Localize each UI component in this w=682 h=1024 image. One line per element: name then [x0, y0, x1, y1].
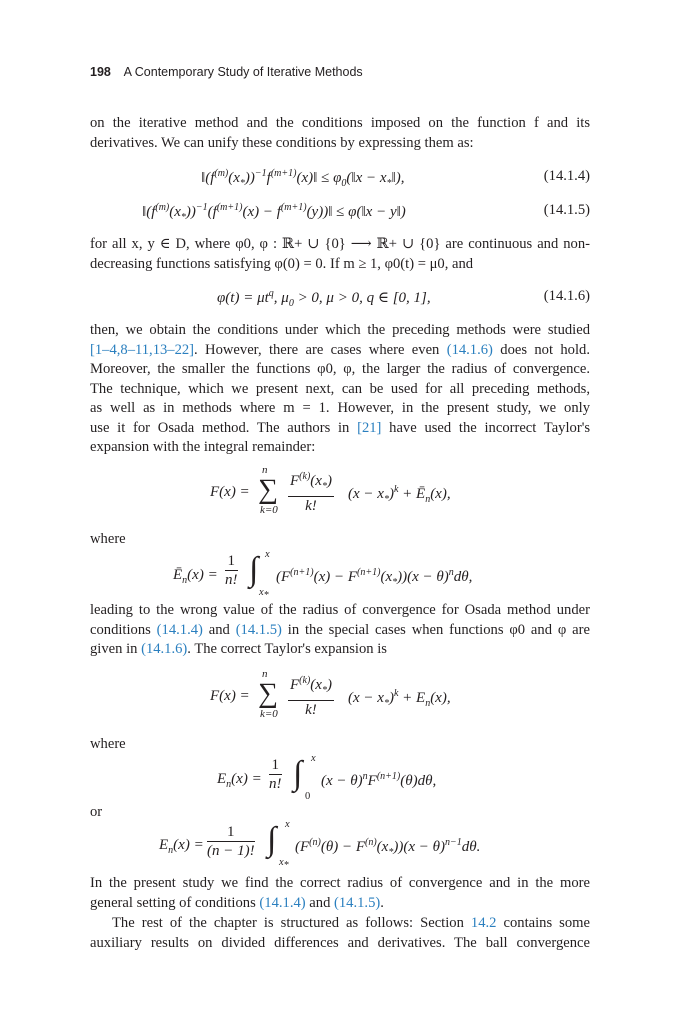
text-line: as well as in methods where m = 1. However, in the present study, we only [90, 400, 590, 416]
paragraph-intro [90, 114, 590, 153]
equation-link[interactable]: (14.1.4) [156, 621, 203, 638]
text-span: and [202, 621, 236, 638]
text-span: general setting of conditions [90, 894, 260, 911]
text-span: have used the incorrect Taylor's [381, 419, 590, 436]
text-line: decreasing functions satisfying φ(0) = 0. If m ≥ 1, φ0(t) = μ0, and [90, 255, 474, 272]
paragraph-present-study [90, 874, 590, 913]
equation-14-1-6: $\varphi(t) = \mu t^q$, $\mu_0 > 0$, μ > 0, q ∈ [0, 1], [217, 288, 431, 309]
where-label: where [90, 531, 126, 547]
text-span: contains some [496, 915, 590, 931]
text-line [90, 894, 590, 914]
equation-number: (14.1.6) [543, 288, 590, 304]
text-line [90, 419, 590, 439]
text-span: and [305, 894, 335, 911]
equation-14-1-5: $‖(f^{(m)}(x_*))^{-1}(f^{(m+1)}(x)$ − $f^{(m+1)}(y))‖$ ≤ φ(‖x − y‖) [142, 202, 406, 223]
book-title: A Contemporary Study of Iterative Methods [123, 65, 363, 79]
citation-link[interactable]: [21] [357, 419, 382, 436]
text-span: in the special cases when functions φ0 and φ are [281, 621, 590, 638]
text-line [90, 914, 590, 934]
equation-link[interactable]: (14.1.4) [259, 894, 306, 911]
equation-link[interactable]: (14.1.5) [334, 894, 381, 911]
page-number: 198 [90, 65, 111, 79]
citation-link[interactable]: [1–4,8–11,13–22] [90, 341, 195, 358]
text-line: The technique, which we present next, can be used for all preceding methods, [90, 380, 590, 397]
running-head [90, 65, 363, 79]
text-line [90, 341, 590, 361]
equation-link[interactable]: (14.1.6) [141, 641, 188, 657]
text-line: Moreover, the smaller the functions φ0, φ, the larger the radius of convergence. [90, 361, 590, 377]
equation-14-1-4: $‖(f^{(m)}(x_*))^{-1}f^{(m+1)}(x)‖$ ≤ $\varphi_0(‖x$ − $x_*‖$), [201, 168, 405, 189]
text-span: . However, there are cases where even [194, 341, 447, 358]
text-span: use it for Osada method. The authors in [90, 419, 358, 436]
text-span: . The correct Taylor's expansion is [187, 641, 387, 657]
paragraph-structure [90, 914, 590, 953]
text-span: . [380, 894, 384, 911]
equation-number: (14.1.5) [543, 202, 590, 218]
text-line [90, 621, 590, 641]
text-line: leading to the wrong value of the radius of convergence for Osada method under [90, 602, 590, 618]
equation-link[interactable]: (14.1.6) [446, 341, 493, 358]
text-line: on the iterative method and the conditions imposed on the function f and its [90, 115, 590, 131]
paragraph-wrong-radius [90, 601, 590, 660]
or-label: or [90, 804, 103, 820]
text-span: The rest of the chapter is structured as follows: Section [112, 915, 471, 931]
equation-link[interactable]: (14.1.5) [235, 621, 282, 638]
equation-number: (14.1.4) [543, 168, 590, 184]
text-line: expansion with the integral remainder: [90, 439, 316, 455]
text-line: then, we obtain the conditions under which the preceding methods were studied [90, 322, 590, 338]
paragraph-conditions [90, 235, 590, 274]
text-line: In the present study we find the correct radius of convergence and in the more [90, 875, 590, 891]
text-span: conditions [90, 621, 157, 638]
text-span: does not hold. [492, 341, 590, 358]
text-line [90, 640, 590, 660]
section-link[interactable]: 14.2 [470, 915, 497, 931]
paragraph-prior-work [90, 321, 590, 458]
where-label: where [90, 736, 126, 752]
text-line: derivatives. We can unify these conditions by expressing them as: [90, 134, 474, 151]
text-line: for all x, y ∈ D, where φ0, φ : ℝ+ ∪ {0} ⟶ ℝ+ ∪ {0} are continuous and non- [90, 236, 590, 252]
text-span: given in [90, 641, 142, 657]
text-line: auxiliary results on divided differences and derivatives. The ball convergence [90, 934, 590, 951]
